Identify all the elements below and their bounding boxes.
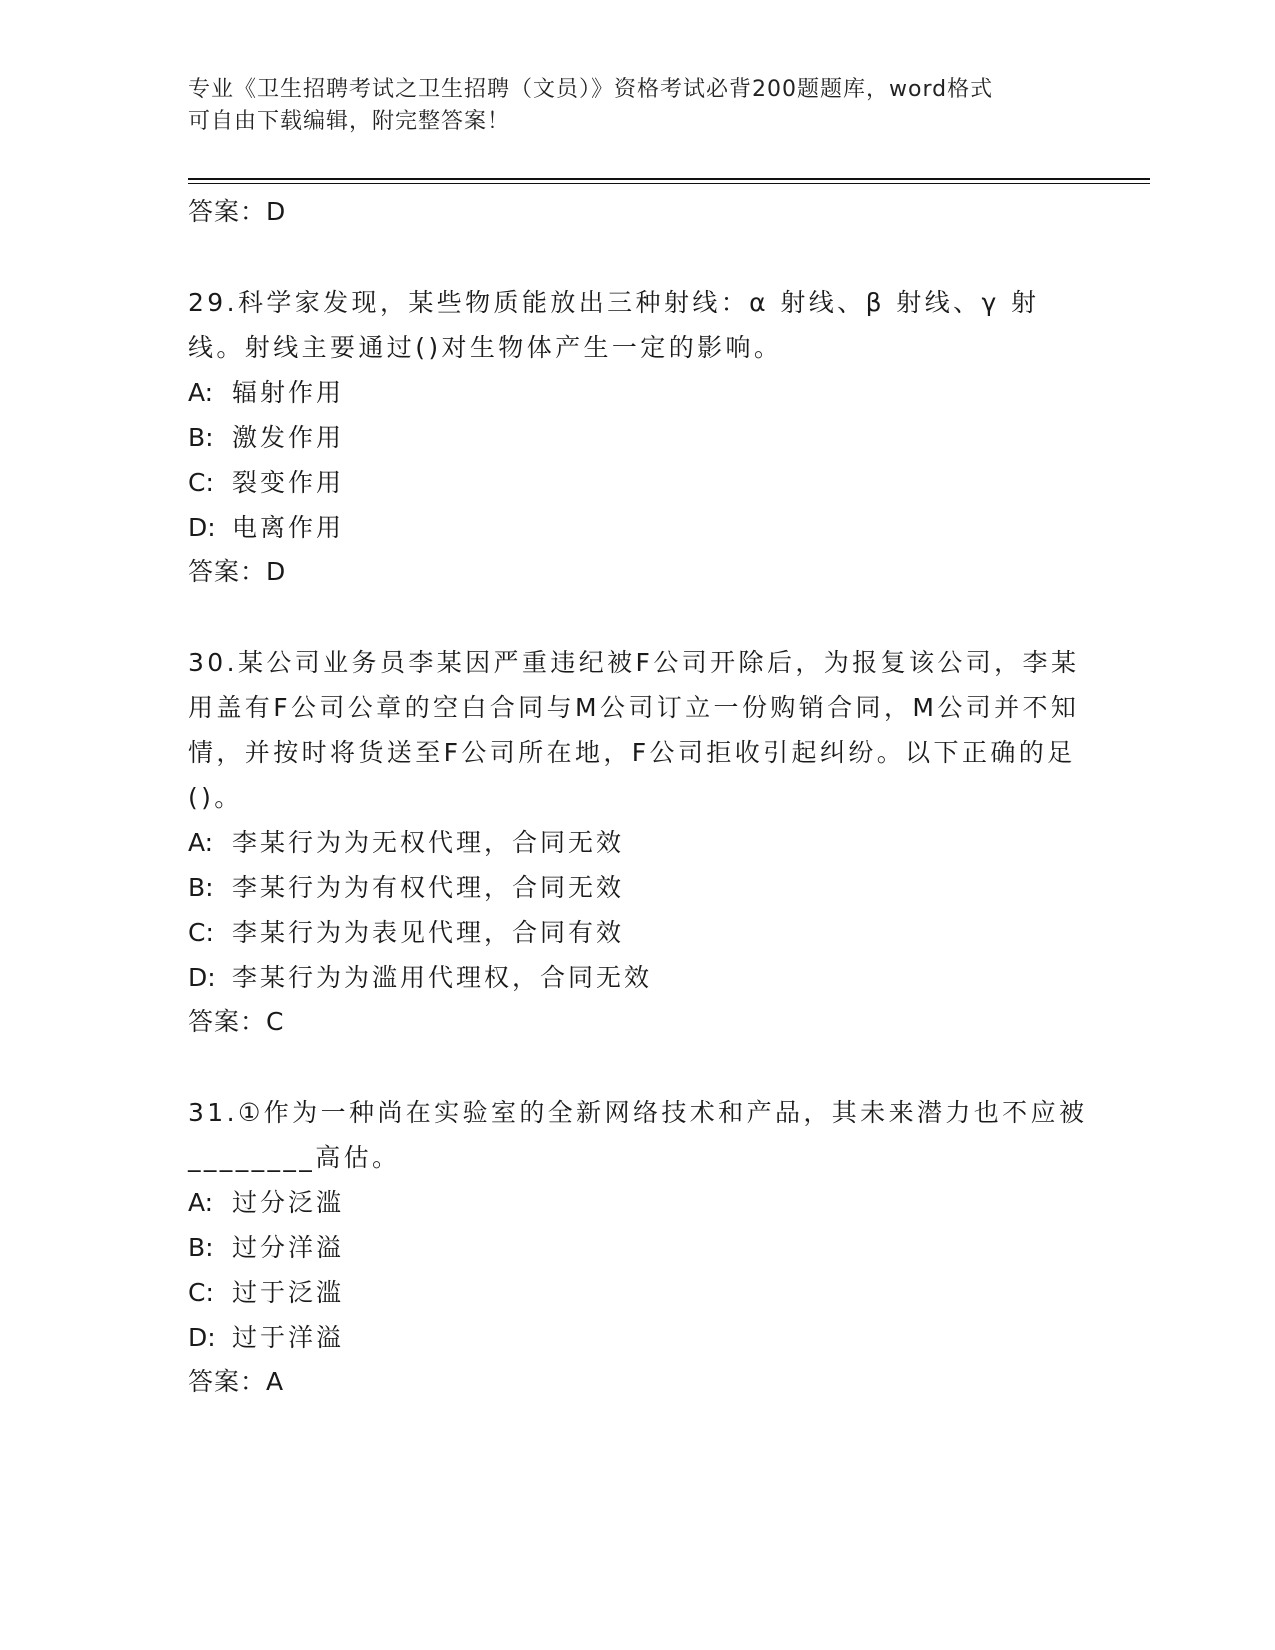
page-header [188,74,1068,138]
option-text: 过于泛滥 [232,1278,345,1307]
header-rule-thick [188,178,1150,180]
option-d [188,1315,1088,1360]
option-key: C: [188,918,214,947]
option-text: 李某行为为表见代理，合同有效 [232,918,625,947]
option-key: D: [188,1323,216,1352]
option-c [188,460,1088,505]
option-text: 激发作用 [232,423,345,452]
option-key: A: [188,1188,214,1217]
option-c [188,1270,1088,1315]
option-a [188,1180,1088,1225]
question-31 [188,1090,1088,1404]
option-a [188,370,1088,415]
option-text: 过分泛滥 [232,1188,345,1217]
option-key: B: [188,873,214,902]
option-c [188,910,1088,955]
question-30 [188,640,1088,1044]
option-text: 辐射作用 [232,378,345,407]
previous-answer: 答案：D [188,197,287,226]
option-text: 李某行为为滥用代理权，合同无效 [232,963,653,992]
option-key: C: [188,1278,214,1307]
question-29 [188,280,1088,594]
option-key: B: [188,423,214,452]
option-text: 李某行为为无权代理，合同无效 [232,828,625,857]
option-a [188,820,1088,865]
option-b [188,415,1088,460]
answer-line: 答案：D [188,557,287,586]
option-key: D: [188,513,216,542]
option-text: 电离作用 [232,513,345,542]
option-d [188,505,1088,550]
option-text: 裂变作用 [232,468,345,497]
option-key: A: [188,828,214,857]
answer-line: 答案：A [188,1367,285,1396]
option-d [188,955,1088,1000]
header-line-2: 可自由下载编辑，附完整答案！ [188,109,511,134]
option-key: D: [188,963,216,992]
option-key: B: [188,1233,214,1262]
header-line-1: 专业《卫生招聘考试之卫生招聘（文员）》资格考试必背200题题库，word格式 [188,77,994,102]
question-list [188,190,1088,1404]
option-key: C: [188,468,214,497]
option-b [188,865,1088,910]
option-key: A: [188,378,214,407]
answer-line: 答案：C [188,1007,285,1036]
option-text: 李某行为为有权代理，合同无效 [232,873,625,902]
question-stem: 31.①作为一种尚在实验室的全新网络技术和产品，其未来潜力也不应被________高估。 [188,1098,1088,1172]
question-stem: 30.某公司业务员李某因严重违纪被F公司开除后，为报复该公司，李某用盖有F公司公章的空白合同与M公司订立一份购销合同，M公司并不知情，并按时将货送至F公司所在地，F公司拒收引起纠纷。以下正确的足()。 [188,648,1080,812]
header-rule-thin [188,183,1150,184]
option-text: 过于洋溢 [232,1323,345,1352]
option-b [188,1225,1088,1270]
option-text: 过分洋溢 [232,1233,345,1262]
question-stem: 29.科学家发现，某些物质能放出三种射线：α 射线、β 射线、γ 射线。射线主要通过()对生物体产生一定的影响。 [188,288,1040,362]
